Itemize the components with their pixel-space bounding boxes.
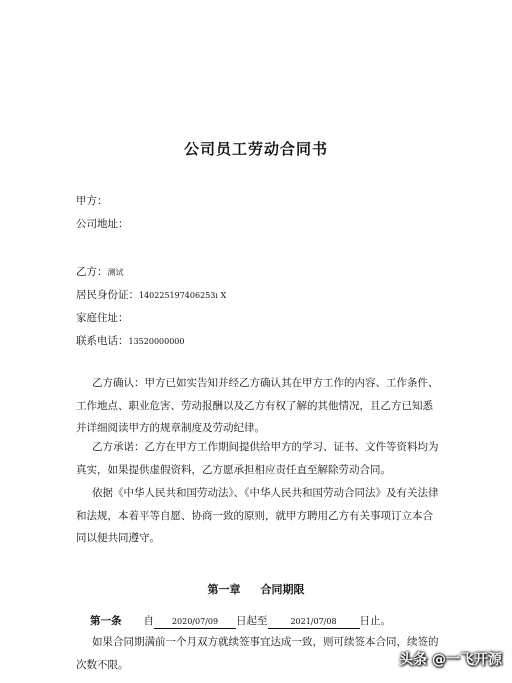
chapter-name: 合同期限 xyxy=(260,583,305,596)
article-1-term xyxy=(90,613,391,629)
start-date: 2020/07/09 xyxy=(154,616,236,629)
id-card-label: 居民身份证： xyxy=(76,289,139,301)
party-b-label: 乙方： xyxy=(76,266,108,278)
party-b-name: 测试 xyxy=(107,268,124,277)
home-address-label: 家庭住址： xyxy=(76,312,129,324)
confirmation-text: 乙方确认：甲方已如实告知并经乙方确认其在甲方工作的内容、工作条件、工作地点、职业危害、劳动报酬以及乙方有权了解的其他情况，且乙方已知悉并详细阅读甲方的规章制度及劳动纪律。 xyxy=(76,377,439,434)
end-date: 2021/07/08 xyxy=(268,616,360,629)
company-address-field xyxy=(76,216,129,231)
document-title: 公司员工劳动合同书 xyxy=(183,140,328,158)
renewal-text: 如果合同期满前一个月双方就续签事宜达成一致，则可续签本合同，续签的次数不限。 xyxy=(76,636,439,671)
chapter-number: 第一章 xyxy=(207,583,241,596)
party-a-field xyxy=(76,193,108,208)
id-card-value: 140225197406253ı X xyxy=(139,291,227,300)
party-a-label: 甲方： xyxy=(76,195,108,207)
confirmation-paragraph xyxy=(76,372,442,440)
company-address-label: 公司地址： xyxy=(76,218,129,230)
phone-field xyxy=(76,333,185,348)
phone-value: 13520000000 xyxy=(128,337,185,346)
watermark: 头条 @一飞开源 xyxy=(399,652,502,668)
basis-text: 依据《中华人民共和国劳动法》、《中华人民共和国劳动合同法》及有关法律和法规，本着平等自愿、协商一致的原则，就甲方聘用乙方有关事项订立本合同以便共同遵守。 xyxy=(76,487,439,544)
article-1-mid-label: 日起至 xyxy=(236,615,268,627)
renewal-paragraph xyxy=(76,631,442,676)
id-card-field xyxy=(76,287,226,302)
commitment-paragraph xyxy=(76,436,442,481)
commitment-text: 乙方承诺：乙方在甲方工作期间提供给甲方的学习、证书、文件等资料均为真实，如果提供虚假资料，乙方愿承担相应责任直至解除劳动合同。 xyxy=(76,441,439,476)
chapter-heading xyxy=(0,581,512,597)
article-1-from-label: 自 xyxy=(143,615,154,627)
article-1-end-label: 日止。 xyxy=(359,615,391,627)
basis-paragraph xyxy=(76,482,442,550)
home-address-field xyxy=(76,310,129,325)
party-b-field xyxy=(76,264,124,279)
article-1-name: 第一条 xyxy=(90,615,122,627)
phone-label: 联系电话： xyxy=(76,335,129,347)
